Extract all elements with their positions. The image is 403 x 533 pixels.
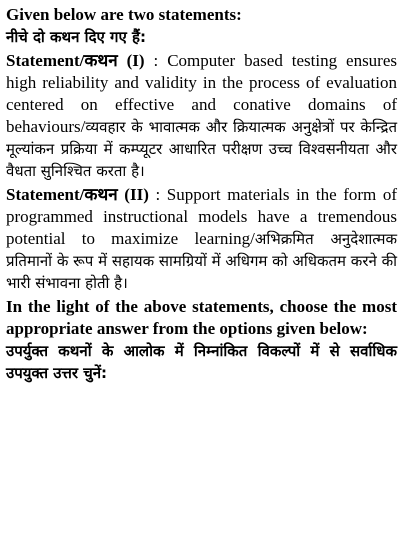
question-english: In the light of the above statements, choose the most appropriate answer from the options given below: bbox=[6, 297, 397, 338]
statement-2-paragraph bbox=[6, 184, 397, 294]
statement-2-text-english: Support materials in the form of programmed instructional models have a tremendous potential to maximize learning/ bbox=[6, 185, 398, 248]
statement-2-separator: : bbox=[155, 185, 161, 204]
question-block bbox=[6, 296, 397, 384]
statement-1-paragraph bbox=[6, 50, 397, 182]
intro-hindi: नीचे दो कथन दिए गए हैं: bbox=[6, 28, 146, 46]
statement-2-block bbox=[6, 184, 397, 294]
statement-1-text-hindi: व्यवहार के भावात्मक और क्रियात्मक अनुक्षेत्रों पर केन्द्रित मूल्यांकन प्रक्रिया में कम्प्यूटर आधारित परीक्षण उच्च विश्वसनीयता और वैधता सुनिश्चित करता है। bbox=[6, 118, 397, 180]
intro-block bbox=[6, 4, 397, 48]
statement-1-block bbox=[6, 50, 397, 182]
question-hindi: उपर्युक्त कथनों के आलोक में निम्नांकित विकल्पों में से सर्वाधिक उपयुक्त उत्तर चुनें: bbox=[6, 342, 397, 382]
intro-english: Given below are two statements: bbox=[6, 5, 242, 24]
statement-1-separator: : bbox=[153, 51, 159, 70]
statement-1-label: Statement/कथन (I) bbox=[6, 51, 145, 70]
statement-2-label: Statement/कथन (II) bbox=[6, 185, 149, 204]
statement-1-text-english: Computer based testing ensures high reliability and validity in the process of evaluation centered on effective and conative domains of behaviours/ bbox=[6, 51, 398, 136]
statement-2-text-hindi: अभिक्रमित अनुदेशात्मक प्रतिमानों के रूप में सहायक सामग्रियों में अधिगम को अधिकतम करने की भारी संभावना होती है। bbox=[6, 230, 397, 292]
